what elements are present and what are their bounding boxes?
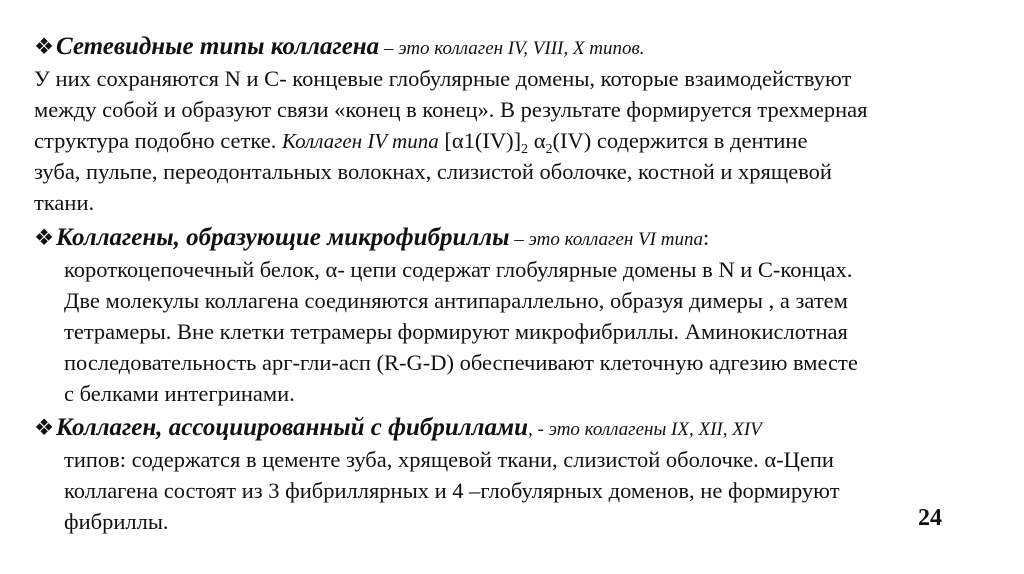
- section-3-subtitle: , - это коллагены IX, XII, XIV: [528, 419, 762, 440]
- formula-italic: Коллаген IV типа: [281, 129, 439, 153]
- body-line: короткоцепочечный белок, α- цепи содержат глобулярные домены в N и C-концах.: [64, 257, 853, 282]
- section-1-heading: Сетевидные типы коллагена: [56, 33, 380, 60]
- formula-text-c: [α1(IV)]: [438, 128, 522, 153]
- formula-text-e: (IV) содержится в дентине: [552, 128, 808, 153]
- diamond-bullet-icon: ❖: [34, 34, 55, 59]
- section-1-heading-line: [34, 34, 644, 59]
- body-line: коллагена состоят из 3 фибриллярных и 4 –глобулярных доменов, не формируют: [64, 478, 840, 503]
- formula-sub-1: 2: [521, 142, 529, 157]
- body-line: последовательность арг-гли-асп (R-G-D) обеспечивают клеточную адгезию вместе: [64, 350, 858, 375]
- section-2-heading-line: [34, 225, 709, 250]
- section-2-heading: Коллагены, образующие микрофибриллы: [56, 224, 510, 251]
- section-1-subtitle: – это коллаген IV, VIII, X типов.: [379, 38, 645, 59]
- diamond-bullet-icon: ❖: [34, 225, 55, 250]
- formula-text-d: α: [528, 128, 546, 153]
- body-line: типов: содержатся в цементе зуба, хрящевой ткани, слизистой оболочке. α-Цепи: [64, 447, 834, 472]
- section-2-colon: :: [703, 225, 710, 250]
- body-line: У них сохраняются N и C- концевые глобулярные домены, которые взаимодействуют: [34, 66, 852, 91]
- body-line-formula: [34, 128, 808, 157]
- page-number: 24: [918, 505, 942, 531]
- formula-sub-2: 2: [545, 142, 553, 157]
- formula-text-a: структура подобно сетке.: [34, 128, 282, 153]
- body-line: ткани.: [34, 190, 95, 215]
- body-line: с белками интегринами.: [64, 381, 295, 406]
- section-2-subtitle: – это коллаген VI типа: [509, 229, 703, 250]
- section-3-heading: Коллаген, ассоциированный с фибриллами: [56, 414, 528, 441]
- body-line: тетрамеры. Вне клетки тетрамеры формируют микрофибриллы. Аминокислотная: [64, 319, 848, 344]
- body-line: зуба, пульпе, переодонтальных волокнах, слизистой оболочке, костной и хрящевой: [34, 159, 832, 184]
- body-line: фибриллы.: [64, 509, 169, 534]
- body-line: Две молекулы коллагена соединяются антипараллельно, образуя димеры , а затем: [64, 288, 848, 313]
- diamond-bullet-icon: ❖: [34, 415, 55, 440]
- body-line: между собой и образуют связи «конец в конец». В результате формируется трехмерная: [34, 97, 868, 122]
- section-3-heading-line: [34, 415, 762, 440]
